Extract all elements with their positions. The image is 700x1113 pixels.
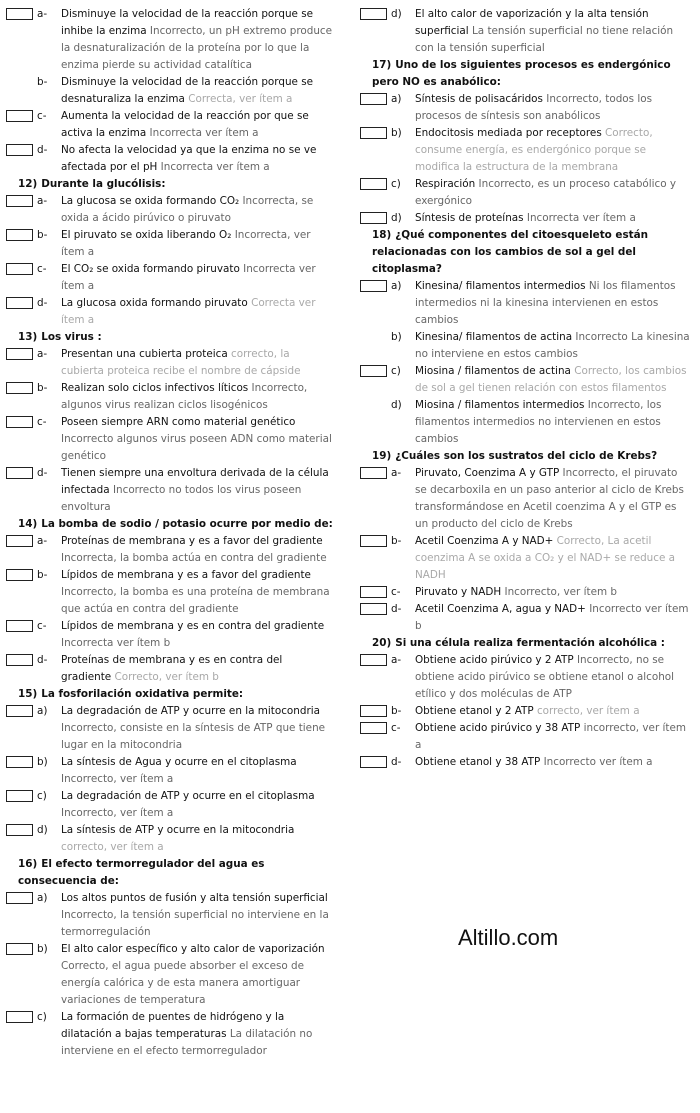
answer-checkbox[interactable] bbox=[6, 654, 33, 666]
option-feedback: Correcto, los cambios de sol a gel tienen relación con estos filamentos bbox=[415, 365, 687, 394]
option-letter: b- bbox=[37, 569, 48, 581]
option-body bbox=[415, 703, 690, 720]
answer-checkbox[interactable] bbox=[360, 178, 387, 190]
question-text: Si una célula realiza fermentación alcohólica : bbox=[395, 637, 665, 649]
question-number: 19) bbox=[372, 450, 392, 462]
option-answer: La formación de puentes de hidrógeno y la dilatación a bajas temperaturas bbox=[61, 1011, 285, 1040]
answer-checkbox[interactable] bbox=[6, 1011, 33, 1023]
option-feedback: Incorrecto, ver ítem b bbox=[504, 586, 617, 598]
option-answer: El piruvato se oxida liberando O₂ bbox=[61, 229, 232, 241]
option-letter: c- bbox=[37, 263, 47, 275]
option-body bbox=[61, 941, 334, 1009]
option-body bbox=[61, 703, 334, 754]
option-feedback: Incorrecto, la bomba es una proteína de membrana que actúa en contra del gradiente bbox=[61, 586, 330, 615]
option-letter: a) bbox=[391, 93, 402, 105]
option-letter: c- bbox=[37, 110, 47, 122]
answer-checkbox[interactable] bbox=[360, 93, 387, 105]
option-letter: a- bbox=[391, 654, 402, 666]
option-answer: Miosina / filamentos de actina bbox=[415, 365, 571, 377]
answer-option bbox=[360, 601, 690, 635]
option-letter: a) bbox=[37, 892, 48, 904]
option-feedback: correcto, ver ítem a bbox=[536, 705, 640, 717]
option-body bbox=[61, 652, 334, 686]
option-letter: d- bbox=[37, 297, 48, 309]
question-number: 15) bbox=[18, 688, 38, 700]
answer-option bbox=[360, 584, 690, 601]
option-body bbox=[61, 618, 334, 652]
question-text: La bomba de sodio / potasio ocurre por medio de: bbox=[41, 518, 333, 530]
answer-option bbox=[6, 618, 334, 652]
answer-option bbox=[6, 890, 334, 941]
answer-checkbox[interactable] bbox=[360, 212, 387, 224]
option-answer: La degradación de ATP y ocurre en el citoplasma bbox=[61, 790, 315, 802]
option-feedback: Incorrecto no todos los virus poseen envoltura bbox=[61, 484, 302, 513]
option-answer: Síntesis de polisacáridos bbox=[415, 93, 543, 105]
answer-checkbox[interactable] bbox=[360, 756, 387, 768]
option-body bbox=[61, 74, 334, 108]
option-answer: Realizan solo ciclos infectivos líticos bbox=[61, 382, 249, 394]
option-body bbox=[415, 329, 690, 363]
option-feedback: Correcta, ver ítem a bbox=[188, 93, 293, 105]
answer-option bbox=[360, 210, 690, 227]
option-body bbox=[415, 278, 690, 329]
option-body bbox=[415, 176, 690, 210]
option-feedback: Incorrecto, no se obtiene acido pirúvico se obtiene etanol o alcohol etílico y dos moléculas de ATP bbox=[415, 654, 675, 700]
answer-option bbox=[6, 6, 334, 74]
option-body bbox=[415, 6, 690, 57]
option-body bbox=[61, 108, 334, 142]
question-text: Durante la glucólisis: bbox=[41, 178, 166, 190]
answer-checkbox[interactable] bbox=[6, 348, 33, 360]
question-text: ¿Qué componentes del citoesqueleto están relacionadas con los cambios de sol a gel del citoplasma? bbox=[372, 229, 649, 275]
answer-option bbox=[360, 465, 690, 533]
answer-checkbox[interactable] bbox=[6, 790, 33, 802]
option-body bbox=[61, 465, 334, 516]
answer-checkbox[interactable] bbox=[6, 824, 33, 836]
option-answer: Disminuye la velocidad de la reacción porque se desnaturaliza la enzima bbox=[61, 76, 314, 105]
option-body bbox=[415, 652, 690, 703]
option-body bbox=[61, 346, 334, 380]
answer-option bbox=[360, 91, 690, 125]
answer-checkbox[interactable] bbox=[360, 365, 387, 377]
answer-option bbox=[360, 754, 690, 771]
option-body bbox=[61, 261, 334, 295]
answer-option bbox=[6, 941, 334, 1009]
question-heading bbox=[360, 227, 690, 278]
option-body bbox=[61, 567, 334, 618]
answer-option bbox=[360, 176, 690, 210]
answer-checkbox[interactable] bbox=[6, 144, 33, 156]
answer-checkbox[interactable] bbox=[360, 8, 387, 20]
option-answer: Aumenta la velocidad de la reacción por que se activa la enzima bbox=[61, 110, 309, 139]
option-answer: Lípidos de membrana y es en contra del gradiente bbox=[61, 620, 325, 632]
answer-option bbox=[360, 703, 690, 720]
option-body bbox=[415, 363, 690, 397]
option-answer: El alto calor de vaporización y la alta tensión superficial bbox=[415, 8, 649, 37]
option-body bbox=[61, 227, 334, 261]
option-body bbox=[61, 6, 334, 74]
answer-option bbox=[360, 652, 690, 703]
right-column bbox=[360, 6, 690, 771]
option-letter: a) bbox=[391, 280, 402, 292]
option-feedback: correcto, la cubierta proteica recibe el nombre de cápside bbox=[61, 348, 301, 377]
option-feedback: Incorrecto, un pH extremo produce la desnaturalización de la proteína por lo que la enzima pierde su actividad catalítica bbox=[61, 25, 333, 71]
question-text: Uno de los siguientes procesos es endergónico pero NO es anabólico: bbox=[372, 59, 671, 88]
option-answer: Obtiene acido pirúvico y 2 ATP bbox=[415, 654, 574, 666]
option-answer: Obtiene etanol y 2 ATP bbox=[415, 705, 534, 717]
answer-checkbox[interactable] bbox=[6, 263, 33, 275]
question-number: 20) bbox=[372, 637, 392, 649]
answer-option bbox=[6, 822, 334, 856]
option-letter: a- bbox=[37, 535, 48, 547]
option-body bbox=[61, 380, 334, 414]
site-logo[interactable]: Altillo.com bbox=[458, 925, 559, 950]
option-letter: c- bbox=[37, 416, 47, 428]
option-letter: d- bbox=[37, 654, 48, 666]
option-body bbox=[415, 533, 690, 584]
answer-checkbox[interactable] bbox=[6, 297, 33, 309]
option-feedback: incorrecto, ver ítem a bbox=[415, 722, 687, 751]
option-body bbox=[61, 414, 334, 465]
left-column bbox=[6, 6, 334, 1060]
answer-option bbox=[6, 74, 334, 108]
option-body bbox=[61, 822, 334, 856]
answer-checkbox[interactable] bbox=[360, 127, 387, 139]
option-feedback: Incorrecta ver ítem a bbox=[160, 161, 270, 173]
option-body bbox=[415, 601, 690, 635]
option-feedback: La dilatación no interviene en el efecto termorregulador bbox=[61, 1028, 313, 1057]
option-answer: Obtiene etanol y 38 ATP bbox=[415, 756, 541, 768]
question-heading bbox=[6, 686, 334, 703]
answer-option bbox=[6, 380, 334, 414]
answer-option bbox=[6, 533, 334, 567]
option-answer: La glucosa oxida formando piruvato bbox=[61, 297, 248, 309]
option-answer: Piruvato, Coenzima A y GTP bbox=[415, 467, 560, 479]
answer-checkbox[interactable] bbox=[360, 603, 387, 615]
answer-option bbox=[6, 261, 334, 295]
option-answer: Piruvato y NADH bbox=[415, 586, 502, 598]
option-body bbox=[61, 193, 334, 227]
option-letter: b- bbox=[37, 382, 48, 394]
option-feedback: Incorrecto, consiste en la síntesis de ATP que tiene lugar en la mitocondria bbox=[61, 722, 326, 751]
answer-option bbox=[360, 363, 690, 397]
option-letter: d- bbox=[37, 467, 48, 479]
question-number: 16) bbox=[18, 858, 38, 870]
option-letter: a- bbox=[37, 195, 48, 207]
question-number: 13) bbox=[18, 331, 38, 343]
option-answer: Lípidos de membrana y es a favor del gradiente bbox=[61, 569, 311, 581]
option-letter: b) bbox=[391, 331, 402, 343]
option-answer: Proteínas de membrana y es a favor del gradiente bbox=[61, 535, 323, 547]
option-letter: b- bbox=[391, 535, 402, 547]
option-letter: c- bbox=[391, 722, 401, 734]
option-feedback: Incorrecto, ver ítem a bbox=[61, 773, 174, 785]
option-answer: Presentan una cubierta proteica bbox=[61, 348, 228, 360]
option-answer: Endocitosis mediada por receptores bbox=[415, 127, 602, 139]
option-body bbox=[415, 754, 690, 771]
answer-option bbox=[6, 193, 334, 227]
option-letter: d) bbox=[37, 824, 48, 836]
answer-option bbox=[6, 346, 334, 380]
answer-checkbox[interactable] bbox=[6, 569, 33, 581]
option-letter: a- bbox=[37, 8, 48, 20]
option-feedback: Incorrecto algunos virus poseen ADN como material genético bbox=[61, 433, 332, 462]
option-answer: El CO₂ se oxida formando piruvato bbox=[61, 263, 240, 275]
option-answer: Respiración bbox=[415, 178, 476, 190]
option-answer: La degradación de ATP y ocurre en la mitocondria bbox=[61, 705, 320, 717]
option-body bbox=[415, 91, 690, 125]
option-feedback: Incorrecta ver ítem a bbox=[61, 263, 316, 292]
option-feedback: Incorrecto, la tensión superficial no interviene en la termorregulación bbox=[61, 909, 329, 938]
option-feedback: Incorrecta ver ítem a bbox=[526, 212, 636, 224]
question-text: Los virus : bbox=[41, 331, 102, 343]
option-letter: b- bbox=[37, 229, 48, 241]
answer-checkbox[interactable] bbox=[6, 943, 33, 955]
option-letter: b) bbox=[37, 943, 48, 955]
answer-option bbox=[360, 6, 690, 57]
question-number: 12) bbox=[18, 178, 38, 190]
option-letter: c) bbox=[391, 365, 401, 377]
question-heading bbox=[6, 516, 334, 533]
question-heading bbox=[6, 329, 334, 346]
option-feedback: Incorrecto ver ítem b bbox=[415, 603, 689, 632]
option-answer: Disminuye la velocidad de la reacción porque se inhibe la enzima bbox=[61, 8, 314, 37]
question-text: La fosforilación oxidativa permite: bbox=[41, 688, 244, 700]
option-body bbox=[415, 720, 690, 754]
answer-checkbox[interactable] bbox=[6, 620, 33, 632]
option-body bbox=[415, 465, 690, 533]
option-feedback: Incorrecto, todos los procesos de síntesis son anabólicos bbox=[415, 93, 653, 122]
question-number: 17) bbox=[372, 59, 392, 71]
option-answer: Poseen siempre ARN como material genético bbox=[61, 416, 296, 428]
option-letter: b- bbox=[391, 705, 402, 717]
answer-option bbox=[6, 227, 334, 261]
option-answer: Tienen siempre una envoltura derivada de la célula infectada bbox=[61, 467, 329, 496]
option-letter: b- bbox=[37, 76, 48, 88]
option-letter: c- bbox=[37, 620, 47, 632]
answer-option bbox=[6, 142, 334, 176]
answer-option bbox=[6, 652, 334, 686]
option-feedback: Incorrecto ver ítem a bbox=[543, 756, 653, 768]
option-letter: c) bbox=[37, 1011, 47, 1023]
answer-checkbox[interactable] bbox=[6, 229, 33, 241]
question-text: ¿Cuáles son los sustratos del ciclo de Krebs? bbox=[395, 450, 658, 462]
answer-checkbox[interactable] bbox=[360, 280, 387, 292]
answer-option bbox=[360, 125, 690, 176]
answer-checkbox[interactable] bbox=[6, 892, 33, 904]
option-body bbox=[415, 397, 690, 448]
option-feedback: Correcto, el agua puede absorber el exceso de energía calórica y de esta manera amortiguar variaciones de temperatura bbox=[61, 960, 305, 1006]
option-feedback: Correcto, ver ítem b bbox=[114, 671, 219, 683]
question-heading bbox=[360, 448, 690, 465]
option-letter: d) bbox=[391, 399, 402, 411]
answer-checkbox[interactable] bbox=[6, 382, 33, 394]
option-feedback: Incorrecta, se oxida a ácido pirúvico o piruvato bbox=[61, 195, 314, 224]
option-letter: a- bbox=[391, 467, 402, 479]
option-feedback: Incorrecto, ver ítem a bbox=[61, 807, 174, 819]
question-heading bbox=[6, 176, 334, 193]
option-letter: a- bbox=[37, 348, 48, 360]
option-body bbox=[415, 584, 690, 601]
option-answer: Acetil Coenzima A y NAD+ bbox=[415, 535, 554, 547]
answer-checkbox[interactable] bbox=[6, 195, 33, 207]
option-letter: b) bbox=[391, 127, 402, 139]
answer-checkbox[interactable] bbox=[360, 722, 387, 734]
answer-option bbox=[6, 108, 334, 142]
option-letter: c) bbox=[391, 178, 401, 190]
option-body bbox=[61, 1009, 334, 1060]
option-letter: b) bbox=[37, 756, 48, 768]
option-answer: Proteínas de membrana y es en contra del gradiente bbox=[61, 654, 283, 683]
answer-option bbox=[360, 278, 690, 329]
option-answer: Kinesina/ filamentos intermedios bbox=[415, 280, 586, 292]
option-feedback: correcto, ver ítem a bbox=[61, 841, 164, 853]
option-letter: a) bbox=[37, 705, 48, 717]
answer-checkbox[interactable] bbox=[6, 756, 33, 768]
answer-option bbox=[360, 329, 690, 363]
option-letter: c) bbox=[37, 790, 47, 802]
option-letter: d- bbox=[391, 603, 402, 615]
answer-checkbox[interactable] bbox=[360, 535, 387, 547]
option-letter: d- bbox=[37, 144, 48, 156]
answer-checkbox[interactable] bbox=[6, 467, 33, 479]
question-heading bbox=[360, 57, 690, 91]
option-body bbox=[61, 890, 334, 941]
option-feedback: Incorrecto, algunos virus realizan ciclos lisogénicos bbox=[61, 382, 308, 411]
option-feedback: Incorrecta, la bomba actúa en contra del gradiente bbox=[61, 552, 327, 564]
answer-option bbox=[6, 465, 334, 516]
option-answer: No afecta la velocidad ya que la enzima no se ve afectada por el pH bbox=[61, 144, 317, 173]
answer-checkbox[interactable] bbox=[6, 416, 33, 428]
option-feedback: Correcto, La acetil coenzima A se oxida a CO₂ y el NAD+ se reduce a NADH bbox=[415, 535, 676, 581]
option-answer: Miosina / filamentos intermedios bbox=[415, 399, 585, 411]
option-answer: La síntesis de Agua y ocurre en el citoplasma bbox=[61, 756, 297, 768]
question-heading bbox=[6, 856, 334, 890]
option-answer: La glucosa se oxida formando CO₂ bbox=[61, 195, 240, 207]
answer-option bbox=[360, 397, 690, 448]
option-feedback: Correcta ver ítem a bbox=[61, 297, 316, 326]
option-letter: d- bbox=[391, 756, 402, 768]
option-letter: c- bbox=[391, 586, 401, 598]
answer-option bbox=[6, 754, 334, 788]
option-body bbox=[61, 788, 334, 822]
option-feedback: Incorrecto, los filamentos intermedios no intervienen en estos cambios bbox=[415, 399, 662, 445]
answer-checkbox[interactable] bbox=[6, 8, 33, 20]
option-answer: Síntesis de proteínas bbox=[415, 212, 524, 224]
answer-option bbox=[6, 295, 334, 329]
option-feedback: Incorrecto, el piruvato se decarboxila en un paso anterior al ciclo de Krebs transformándose en Acetil coenzima A y el GTP es un producto del ciclo de Krebs bbox=[415, 467, 684, 530]
option-feedback: Incorrecto, es un proceso catabólico y exergónico bbox=[415, 178, 677, 207]
answer-option bbox=[6, 1009, 334, 1060]
answer-option bbox=[6, 414, 334, 465]
answer-checkbox[interactable] bbox=[6, 110, 33, 122]
answer-option bbox=[6, 788, 334, 822]
option-answer: Kinesina/ filamentos de actina bbox=[415, 331, 573, 343]
answer-option bbox=[6, 703, 334, 754]
answer-option bbox=[6, 567, 334, 618]
question-heading bbox=[360, 635, 690, 652]
option-answer: Los altos puntos de fusión y alta tensión superficial bbox=[61, 892, 328, 904]
question-text: El efecto termorregulador del agua es consecuencia de: bbox=[18, 858, 265, 887]
answer-checkbox[interactable] bbox=[360, 467, 387, 479]
answer-option bbox=[360, 533, 690, 584]
answer-checkbox[interactable] bbox=[6, 535, 33, 547]
answer-checkbox[interactable] bbox=[360, 654, 387, 666]
question-number: 14) bbox=[18, 518, 38, 530]
answer-option bbox=[360, 720, 690, 754]
question-number: 18) bbox=[372, 229, 392, 241]
answer-checkbox[interactable] bbox=[6, 705, 33, 717]
option-answer: Obtiene acido pirúvico y 38 ATP bbox=[415, 722, 581, 734]
option-feedback: La tensión superficial no tiene relación con la tensión superficial bbox=[415, 25, 674, 54]
option-answer: El alto calor específico y alto calor de vaporización bbox=[61, 943, 325, 955]
option-body bbox=[61, 142, 334, 176]
answer-checkbox[interactable] bbox=[360, 586, 387, 598]
option-answer: La síntesis de ATP y ocurre en la mitocondria bbox=[61, 824, 295, 836]
option-feedback: Incorrecta ver ítem b bbox=[61, 637, 171, 649]
option-feedback: Incorrecta, ver ítem a bbox=[61, 229, 311, 258]
option-feedback: Ni los filamentos intermedios ni la kinesina intervienen en estos cambios bbox=[415, 280, 676, 326]
option-body bbox=[61, 533, 334, 567]
option-body bbox=[415, 210, 690, 227]
option-feedback: Incorrecta ver ítem a bbox=[149, 127, 259, 139]
option-answer: Acetil Coenzima A, agua y NAD+ bbox=[415, 603, 586, 615]
option-body bbox=[61, 295, 334, 329]
answer-checkbox[interactable] bbox=[360, 705, 387, 717]
option-letter: d) bbox=[391, 212, 402, 224]
option-feedback: Correcto, consume energía, es endergónico porque se modifica la estructura de la membrana bbox=[415, 127, 653, 173]
option-body bbox=[415, 125, 690, 176]
option-letter: d) bbox=[391, 8, 402, 20]
option-feedback: Incorrecto La kinesina no interviene en estos cambios bbox=[415, 331, 690, 360]
option-body bbox=[61, 754, 334, 788]
